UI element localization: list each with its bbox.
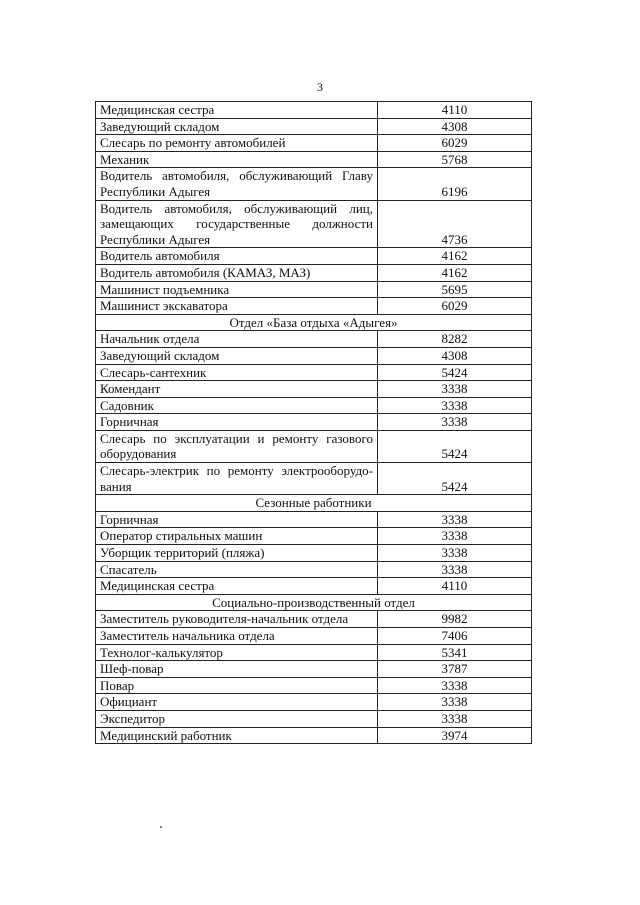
position-name: Уборщик территорий (пляжа) — [96, 545, 378, 562]
salary-value: 5424 — [378, 463, 532, 495]
salary-value: 4110 — [378, 578, 532, 595]
position-name: Машинист подъемника — [96, 281, 378, 298]
table-row — [96, 511, 532, 528]
position-name: Экспедитор — [96, 710, 378, 727]
salary-value: 4736 — [378, 200, 532, 248]
position-name: Горничная — [96, 511, 378, 528]
position-name: Заведующий складом — [96, 118, 378, 135]
position-name: Заместитель начальника отдела — [96, 628, 378, 645]
salary-value: 4308 — [378, 118, 532, 135]
table-row — [96, 561, 532, 578]
position-name: Комендант — [96, 381, 378, 398]
salary-value: 5341 — [378, 644, 532, 661]
position-name: Медицинский работник — [96, 727, 378, 744]
stray-mark — [160, 826, 162, 828]
salary-value: 3338 — [378, 414, 532, 431]
position-name: Горничная — [96, 414, 378, 431]
section-header-row — [96, 314, 532, 331]
table-row — [96, 381, 532, 398]
position-name: Официант — [96, 694, 378, 711]
position-name: Начальник отдела — [96, 331, 378, 348]
salary-table-body — [96, 102, 532, 744]
table-row — [96, 168, 532, 200]
table-row — [96, 628, 532, 645]
position-name: Механик — [96, 151, 378, 168]
position-name: Слесарь по эксплуатации и ремонту газового оборудования — [96, 430, 378, 462]
salary-value: 6029 — [378, 298, 532, 315]
position-name: Слесарь-электрик по ремонту электрооборудо-вания — [96, 463, 378, 495]
table-row — [96, 200, 532, 248]
position-name: Повар — [96, 677, 378, 694]
table-row — [96, 281, 532, 298]
table-row — [96, 264, 532, 281]
table-row — [96, 347, 532, 364]
salary-value: 6196 — [378, 168, 532, 200]
position-name: Технолог-калькулятор — [96, 644, 378, 661]
salary-value: 3338 — [378, 710, 532, 727]
position-name: Медицинская сестра — [96, 578, 378, 595]
table-row — [96, 135, 532, 152]
position-name: Слесарь по ремонту автомобилей — [96, 135, 378, 152]
section-header-row — [96, 495, 532, 512]
position-name: Садовник — [96, 397, 378, 414]
table-row — [96, 364, 532, 381]
salary-value: 3338 — [378, 528, 532, 545]
table-row — [96, 661, 532, 678]
salary-value: 3974 — [378, 727, 532, 744]
table-row — [96, 710, 532, 727]
position-name: Водитель автомобиля — [96, 248, 378, 265]
salary-value: 4110 — [378, 102, 532, 119]
table-row — [96, 248, 532, 265]
salary-value: 3338 — [378, 694, 532, 711]
section-title: Социально-производственный отдел — [96, 594, 532, 611]
salary-value: 6029 — [378, 135, 532, 152]
position-name: Заведующий складом — [96, 347, 378, 364]
salary-value: 9982 — [378, 611, 532, 628]
table-row — [96, 694, 532, 711]
table-row — [96, 677, 532, 694]
table-row — [96, 545, 532, 562]
table-row — [96, 528, 532, 545]
table-row — [96, 118, 532, 135]
position-name: Заместитель руководителя-начальник отдела — [96, 611, 378, 628]
salary-value: 5424 — [378, 364, 532, 381]
salary-value: 7406 — [378, 628, 532, 645]
salary-value: 3338 — [378, 397, 532, 414]
table-row — [96, 414, 532, 431]
position-name: Машинист экскаватора — [96, 298, 378, 315]
section-header-row — [96, 594, 532, 611]
salary-value: 5695 — [378, 281, 532, 298]
table-row — [96, 397, 532, 414]
position-name: Водитель автомобиля, обслуживающий лиц, замещающих государственные должности Республики Адыгея — [96, 200, 378, 248]
position-name: Слесарь-сантехник — [96, 364, 378, 381]
salary-table — [95, 101, 532, 744]
position-name: Спасатель — [96, 561, 378, 578]
table-row — [96, 644, 532, 661]
salary-value: 4308 — [378, 347, 532, 364]
table-row — [96, 463, 532, 495]
table-row — [96, 611, 532, 628]
position-name: Водитель автомобиля (КАМАЗ, МАЗ) — [96, 264, 378, 281]
salary-value: 4162 — [378, 248, 532, 265]
salary-value: 5424 — [378, 430, 532, 462]
position-name: Шеф-повар — [96, 661, 378, 678]
table-row — [96, 430, 532, 462]
table-row — [96, 298, 532, 315]
salary-value: 3338 — [378, 545, 532, 562]
salary-value: 5768 — [378, 151, 532, 168]
salary-value: 3338 — [378, 381, 532, 398]
salary-value: 4162 — [378, 264, 532, 281]
section-title: Сезонные работники — [96, 495, 532, 512]
table-row — [96, 102, 532, 119]
salary-value: 3338 — [378, 561, 532, 578]
salary-value: 3787 — [378, 661, 532, 678]
salary-value: 8282 — [378, 331, 532, 348]
section-title: Отдел «База отдыха «Адыгея» — [96, 314, 532, 331]
table-row — [96, 727, 532, 744]
salary-value: 3338 — [378, 511, 532, 528]
table-row — [96, 151, 532, 168]
position-name: Водитель автомобиля, обслуживающий Главу Республики Адыгея — [96, 168, 378, 200]
table-row — [96, 578, 532, 595]
position-name: Оператор стиральных машин — [96, 528, 378, 545]
position-name: Медицинская сестра — [96, 102, 378, 119]
salary-value: 3338 — [378, 677, 532, 694]
page-number: 3 — [317, 80, 323, 94]
table-row — [96, 331, 532, 348]
